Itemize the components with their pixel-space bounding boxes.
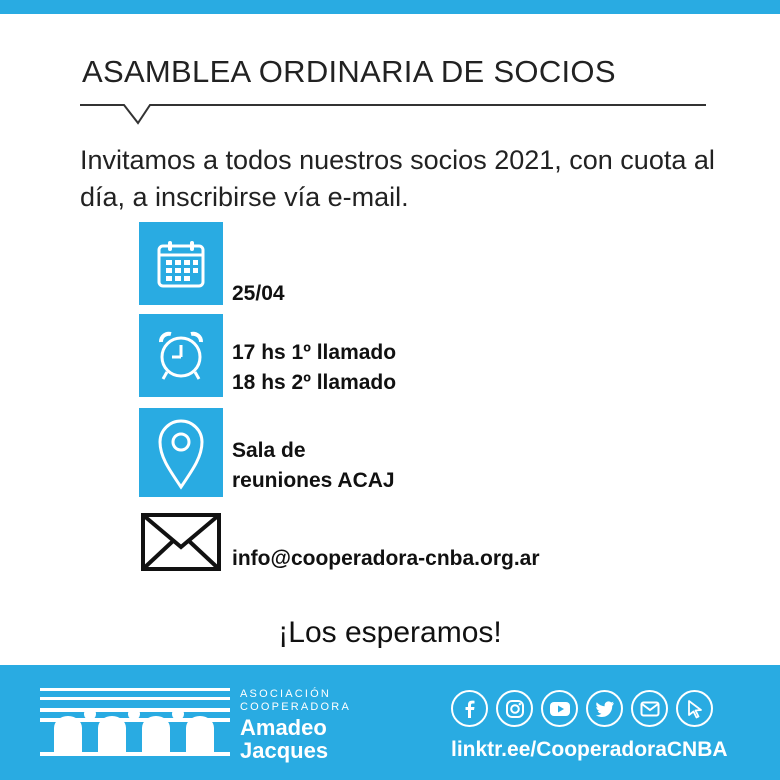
alarm-clock-icon [153, 328, 209, 384]
top-accent-bar [0, 0, 780, 14]
place-text [232, 436, 395, 496]
date-text: 25/04 [232, 282, 285, 305]
date-icon-box [139, 222, 223, 305]
place-line-1: Sala de [232, 439, 306, 462]
logo-line-1: ASOCIACIÓN [240, 688, 332, 700]
envelope-icon [141, 513, 221, 571]
logo-big-text [240, 716, 328, 762]
intro-text: Invitamos a todos nuestros socios 2021, con cuota al día, a inscribirse vía e-mail. [80, 145, 715, 212]
logo-small-text [240, 688, 351, 714]
email-icon[interactable] [631, 690, 668, 727]
facebook-icon[interactable] [451, 690, 488, 727]
email-text[interactable]: info@cooperadora-cnba.org.ar [232, 547, 540, 570]
calendar-icon [155, 238, 207, 290]
social-links [451, 690, 713, 727]
closing-message: ¡Los esperamos! [278, 616, 502, 649]
cursor-icon[interactable] [676, 690, 713, 727]
time-line-1: 17 hs 1º llamado [232, 341, 397, 364]
page-title: ASAMBLEA ORDINARIA DE SOCIOS [82, 54, 616, 89]
time-text [232, 338, 396, 398]
logo-line-4: Jacques [240, 738, 329, 763]
place-line-2: reuniones ACAJ [232, 469, 395, 492]
speech-bubble-line [80, 97, 706, 127]
instagram-icon[interactable] [496, 690, 533, 727]
logo-line-2: COOPERADORA [240, 701, 351, 713]
youtube-icon[interactable] [541, 690, 578, 727]
twitter-icon[interactable] [586, 690, 623, 727]
time-icon-box [139, 314, 223, 397]
time-line-2: 18 hs 2º llamado [232, 371, 397, 394]
linktree-link[interactable]: linktr.ee/CooperadoraCNBA [451, 738, 728, 761]
cooperadora-logo-icon [40, 688, 230, 756]
place-icon-box [139, 408, 223, 497]
logo-line-3: Amadeo [240, 715, 327, 740]
location-pin-icon [156, 416, 206, 490]
